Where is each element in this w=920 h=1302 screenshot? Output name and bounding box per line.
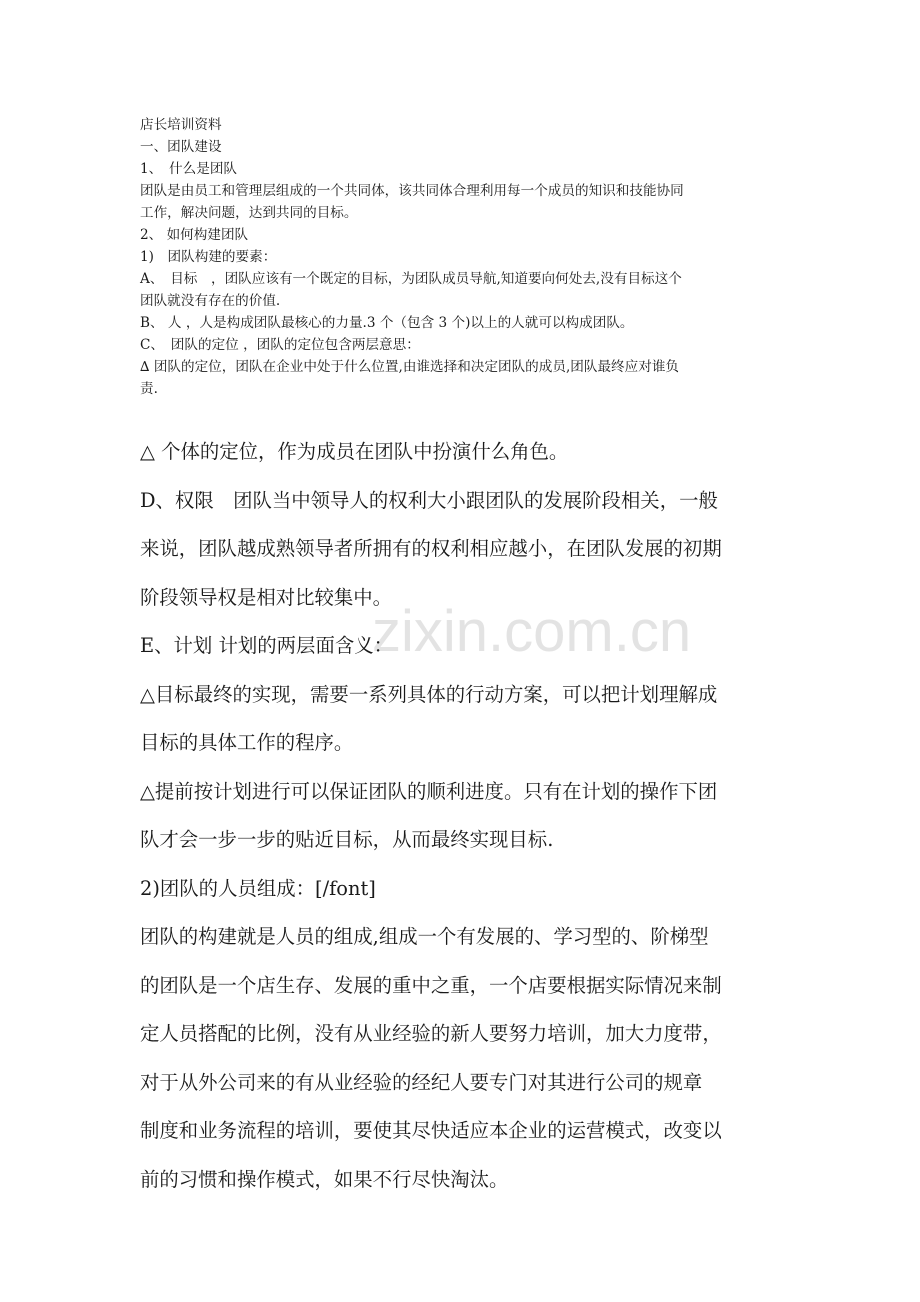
paragraph-line: E、计划 计划的两层面含义：: [140, 634, 394, 657]
paragraph-line: 队才会一步一步的贴近目标，从而最终实现目标.: [140, 828, 554, 851]
sub-item: 1) 团队构建的要素：: [140, 249, 277, 265]
paragraph-line: 制度和业务流程的培训，要使其尽快适应本企业的运营模式，改变以: [140, 1119, 722, 1142]
paragraph-line: 的团队是一个店生存、发展的重中之重，一个店要根据实际情况来制: [140, 973, 722, 997]
paragraph-line: △目标最终的实现，需要一系列具体的行动方案，可以把计划理解成: [140, 682, 718, 706]
large-text-section: [140, 428, 790, 1204]
paragraph-line: 团队是由员工和管理层组成的一个共同体，该共同体合理利用每一个成员的知识和技能协同: [140, 183, 684, 199]
paragraph-line: 定人员搭配的比例，没有从业经验的新人要努力培训，加大力度带，: [140, 1022, 722, 1045]
list-item: 2、 如何构建团队: [140, 227, 249, 243]
paragraph-line: 责.: [140, 381, 158, 397]
section-heading: 一、团队建设: [140, 139, 222, 155]
paragraph-line: 阶段领导权是相对比较集中。: [140, 585, 393, 609]
small-text-section: [140, 114, 790, 400]
paragraph-line: 目标的具体工作的程序。: [140, 731, 354, 754]
paragraph-line: A、 目标 ，团队应该有一个既定的目标，为团队成员导航,知道要向何处去,没有目标这个: [140, 271, 682, 287]
paragraph-line: C、 团队的定位 ，团队的定位包含两层意思：: [140, 337, 420, 353]
paragraph-line: 工作，解决问题，达到共同的目标。: [140, 205, 358, 221]
paragraph-line: 对于从外公司来的有从业经验的经纪人要专门对其进行公司的规章: [140, 1070, 703, 1094]
paragraph-line: 前的习惯和操作模式，如果不行尽快淘汰。: [140, 1167, 509, 1191]
paragraph-line: ∆ 团队的定位，团队在企业中处于什么位置,由谁选择和决定团队的成员,团队最终应对谁负: [140, 359, 680, 375]
list-item: 1、 什么是团队: [140, 161, 238, 177]
paragraph-line: △提前按计划进行可以保证团队的顺利进度。只有在计划的操作下团: [140, 779, 718, 803]
paragraph-line: 团队就没有存在的价值.: [140, 293, 281, 309]
paragraph-line: 团队的构建就是人员的组成,组成一个有发展的、学习型的、阶梯型: [140, 925, 709, 948]
paragraph-line: 2)团队的人员组成：[/font]: [140, 876, 376, 900]
paragraph-line: B、 人 ，人是构成团队最核心的力量.3 个（包含 3 个)以上的人就可以构成团队。: [140, 315, 634, 331]
paragraph-line: △ 个体的定位，作为成员在团队中扮演什么角色。: [140, 440, 569, 463]
paragraph-line: 来说，团队越成熟领导者所拥有的权利相应越小，在团队发展的初期: [140, 537, 722, 560]
watermark: zixin.com.cn: [372, 599, 692, 664]
document-title: 店长培训资料: [140, 117, 222, 133]
paragraph-line: D、权限 团队当中领导人的权利大小跟团队的发展阶段相关，一般: [140, 488, 718, 512]
